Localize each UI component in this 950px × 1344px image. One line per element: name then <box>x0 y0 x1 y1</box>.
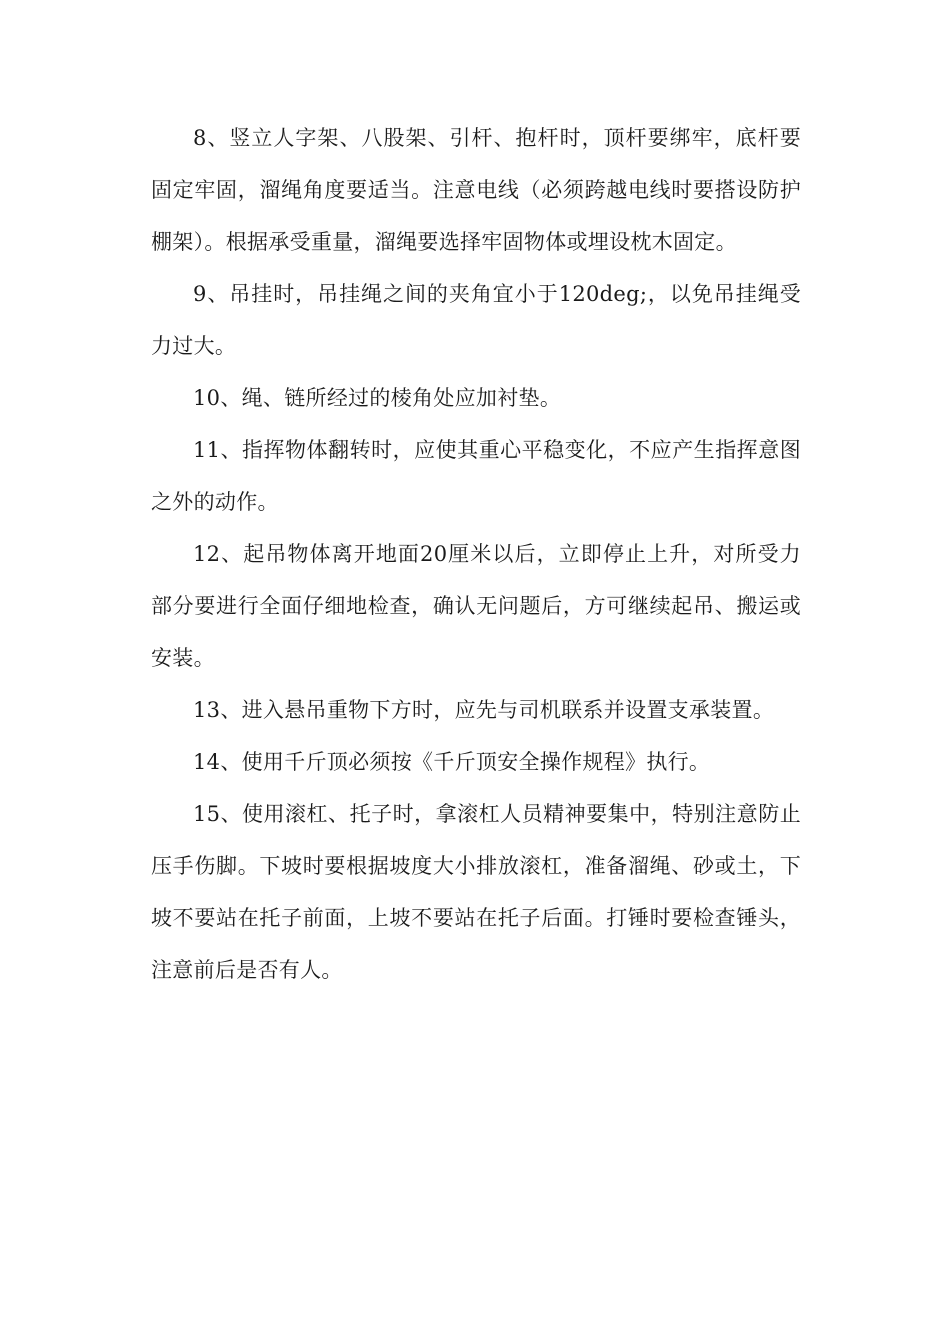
paragraph-item-13: 13、进入悬吊重物下方时，应先与司机联系并设置支承装置。 <box>193 698 775 722</box>
paragraph-item-8: 8、竖立人字架、八股架、引杆、抱杆时，顶杆要绑牢，底杆要固定牢固，溜绳角度要适当。注意电线（必须跨越电线时要搭设防护棚架）。根据承受重量，溜绳要选择牢固物体或埋设枕木固定。 <box>151 126 801 254</box>
paragraph-item-14: 14、使用千斤顶必须按《千斤顶安全操作规程》执行。 <box>193 750 711 774</box>
paragraph-item-10: 10、绳、链所经过的棱角处应加衬垫。 <box>193 386 562 410</box>
paragraph-item-9: 9、吊挂时，吊挂绳之间的夹角宜小于120deg;，以免吊挂绳受力过大。 <box>151 282 801 358</box>
paragraph-item-15: 15、使用滚杠、托子时，拿滚杠人员精神要集中，特别注意防止压手伤脚。下坡时要根据坡度大小排放滚杠，准备溜绳、砂或土，下坡不要站在托子前面，上坡不要站在托子后面。打锤时要检查锤头，注意前后是否有人。 <box>151 802 801 982</box>
paragraph-item-12: 12、起吊物体离开地面20厘米以后，立即停止上升，对所受力部分要进行全面仔细地检查，确认无问题后，方可继续起吊、搬运或安装。 <box>151 542 801 670</box>
document-body <box>151 112 801 996</box>
paragraph-item-11: 11、指挥物体翻转时，应使其重心平稳变化，不应产生指挥意图之外的动作。 <box>151 438 801 514</box>
